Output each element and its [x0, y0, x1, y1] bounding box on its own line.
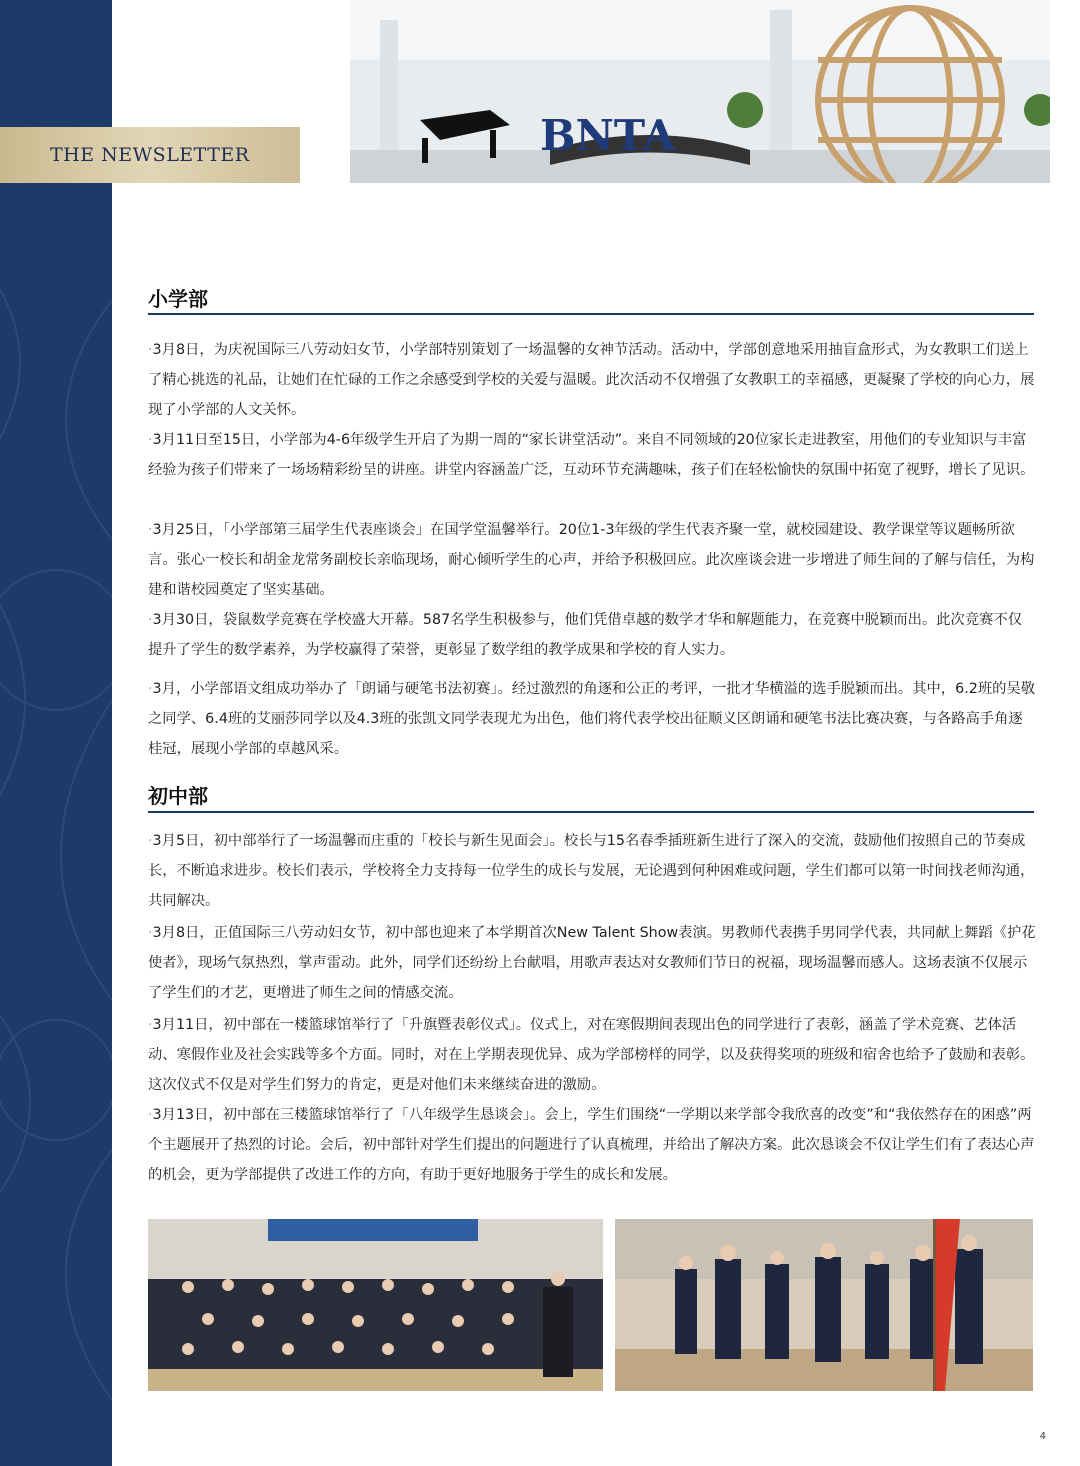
sidebar-decoration: [0, 0, 112, 1466]
group-photo: [148, 1219, 603, 1391]
paragraph: ·3月25日，「小学部第三届学生代表座谈会」在国学堂温馨举行。20位1-3年级的学生代表齐聚一堂，就校园建设、教学课堂等议题畅所欲言。张心一校长和胡金龙常务副校长亲临现场，耐心倾听学生的心声，并给予积极回应。此次座谈会进一步增进了师生间的了解与信任，为构建和谐校园奠定了坚实基础。: [148, 522, 1035, 598]
paragraph: ·3月13日，初中部在三楼篮球馆举行了「八年级学生恳谈会」。会上，学生们围绕“一学期以来学部令我欣喜的改变”和“我依然存在的困惑”两个主题展开了热烈的讨论。会后，初中部针对学生们提出的问题进行了认真梳理，并给出了解决方案。此次恳谈会不仅让学生们有了表达心声的机会，更为学部提供了改进工作的方向，有助于更好地服务于学生的成长和发展。: [148, 1107, 1035, 1183]
march-photo: [615, 1219, 1033, 1391]
paragraph: ·3月8日，为庆祝国际三八劳动妇女节，小学部特别策划了一场温馨的女神节活动。活动中，学部创意地采用抽盲盒形式，为女教职工们送上了精心挑选的礼品，让她们在忙碌的工作之余感受到学校的关爱与温暖。此次活动不仅增强了女教职工的幸福感，更凝聚了学校的向心力，展现了小学部的人文关怀。: [148, 342, 1035, 418]
newsletter-banner: [0, 127, 300, 183]
section-divider: [148, 313, 1034, 315]
paragraph: ·3月5日，初中部举行了一场温馨而庄重的「校长与新生见面会」。校长与15名春季插班新生进行了深入的交流，鼓励他们按照自己的节奏成长，不断追求进步。校长们表示，学校将全力支持每一位学生的成长与发展，无论遇到何种困难或问题，学生们都可以第一时间找老师沟通，共同解决。: [148, 833, 1035, 909]
paragraph: ·3月8日，正值国际三八劳动妇女节，初中部也迎来了本学期首次New Talent Show表演。男教师代表携手男同学代表，共同献上舞蹈《护花使者》，现场气氛热烈，掌声雷动。此外，同学们还纷纷上台献唱，用歌声表达对女教师们节日的祝福，现场温馨而感人。这场表演不仅展示了学生们的才艺，更增进了师生之间的情感交流。: [148, 925, 1036, 1001]
paragraph: ·3月11日，初中部在一楼篮球馆举行了「升旗暨表彰仪式」。仪式上，对在寒假期间表现出色的同学进行了表彰，涵盖了学术竞赛、艺体活动、寒假作业及社会实践等多个方面。同时，对在上学期表现优异、成为学部榜样的同学，以及获得奖项的班级和宿舍也给予了鼓励和表彰。这次仪式不仅是对学生们努力的肯定，更是对他们未来继续奋进的激励。: [148, 1017, 1035, 1093]
hero-photo: [350, 0, 1050, 183]
section-divider: [148, 811, 1034, 813]
paragraph: ·3月11日至15日，小学部为4-6年级学生开启了为期一周的“家长讲堂活动”。来自不同领域的20位家长走进教室，用他们的专业知识与丰富经验为孩子们带来了一场场精彩纷呈的讲座。讲堂内容涵盖广泛，互动环节充满趣味，孩子们在轻松愉快的氛围中拓宽了视野，增长了见识。: [148, 432, 1035, 478]
paragraph: ·3月30日，袋鼠数学竞赛在学校盛大开幕。587名学生积极参与，他们凭借卓越的数学才华和解题能力，在竞赛中脱颖而出。此次竞赛不仅提升了学生的数学素养，为学校赢得了荣誉，更彰显了数学组的教学成果和学校的育人实力。: [148, 612, 1023, 658]
section-title-middle-school: 初中部: [148, 784, 208, 808]
paragraph: ·3月，小学部语文组成功举办了「朗诵与硬笔书法初赛」。经过激烈的角逐和公正的考评，一批才华横溢的选手脱颖而出。其中，6.2班的吴敬之同学、6.4班的艾丽莎同学以及4.3班的张凯文同学表现尤为出色，他们将代表学校出征顺义区朗诵和硬笔书法比赛决赛，与各路高手角逐桂冠，展现小学部的卓越风采。: [148, 681, 1036, 757]
newsletter-title: THE NEWSLETTER: [50, 144, 250, 166]
hero-sign-text: BNTA: [540, 111, 676, 160]
page-number: 4: [1039, 1431, 1046, 1442]
section-title-primary: 小学部: [148, 287, 208, 311]
